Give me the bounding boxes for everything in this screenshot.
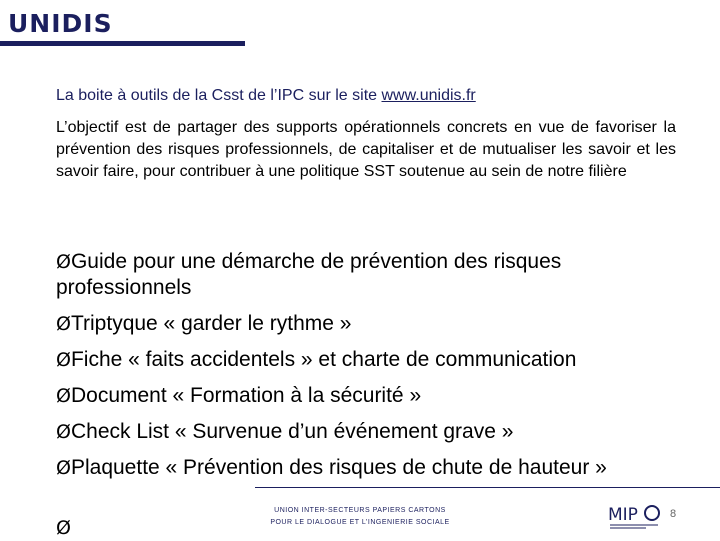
footer-line-1: UNION INTER-SECTEURS PAPIERS CARTONS: [274, 507, 446, 514]
subtitle-text: La boite à outils de la Csst de l’IPC sur le site: [56, 87, 382, 104]
objective-paragraph: L’objectif est de partager des supports opérationnels concrets en vue de favoriser la prévention des risques professionnels, de capitaliser et de mutualiser les savoir et les savoir faire, pour contribuer à une politique SST soutenue au sein de notre filière: [56, 119, 676, 180]
unidis-logo: UNIDIS: [8, 9, 113, 38]
footer-line-2: POUR LE DIALOGUE ET L’INGENIERIE SOCIALE: [270, 519, 450, 526]
list-item-text: Fiche « faits accidentels » et charte de communication: [70, 348, 577, 371]
list-item: [56, 383, 696, 409]
mip-logo-text: MIP: [608, 505, 638, 525]
list-item: [56, 347, 696, 373]
list-item-text: Document « Formation à la sécurité »: [70, 384, 422, 407]
list-item: [56, 249, 696, 301]
mip-logo: [606, 500, 662, 530]
list-item-text: Check List « Survenue d’un événement grave »: [70, 420, 514, 443]
arrow-bullet-icon: Ø: [56, 349, 71, 371]
arrow-bullet-icon: Ø: [56, 421, 71, 443]
list-item-text: Plaquette « Prévention des risques de chute de hauteur »: [70, 456, 607, 479]
arrow-bullet-icon: Ø: [56, 251, 71, 273]
tools-list: [56, 249, 696, 491]
arrow-bullet-icon: Ø: [56, 385, 71, 407]
list-item: [56, 419, 696, 445]
footer-rule: [255, 487, 720, 488]
header-rule: [0, 41, 245, 46]
empty-bullet-icon: Ø: [56, 517, 71, 539]
arrow-bullet-icon: Ø: [56, 457, 71, 479]
list-item: [56, 455, 696, 481]
list-item-text: Guide pour une démarche de prévention des risques professionnels: [56, 250, 562, 299]
subtitle: [56, 86, 476, 106]
list-item-text: Triptyque « garder le rythme »: [70, 312, 352, 335]
page-number: 8: [670, 508, 677, 520]
website-link[interactable]: www.unidis.fr: [381, 87, 476, 104]
list-item: [56, 311, 696, 337]
footer-organization: [255, 503, 465, 529]
arrow-bullet-icon: Ø: [56, 313, 71, 335]
